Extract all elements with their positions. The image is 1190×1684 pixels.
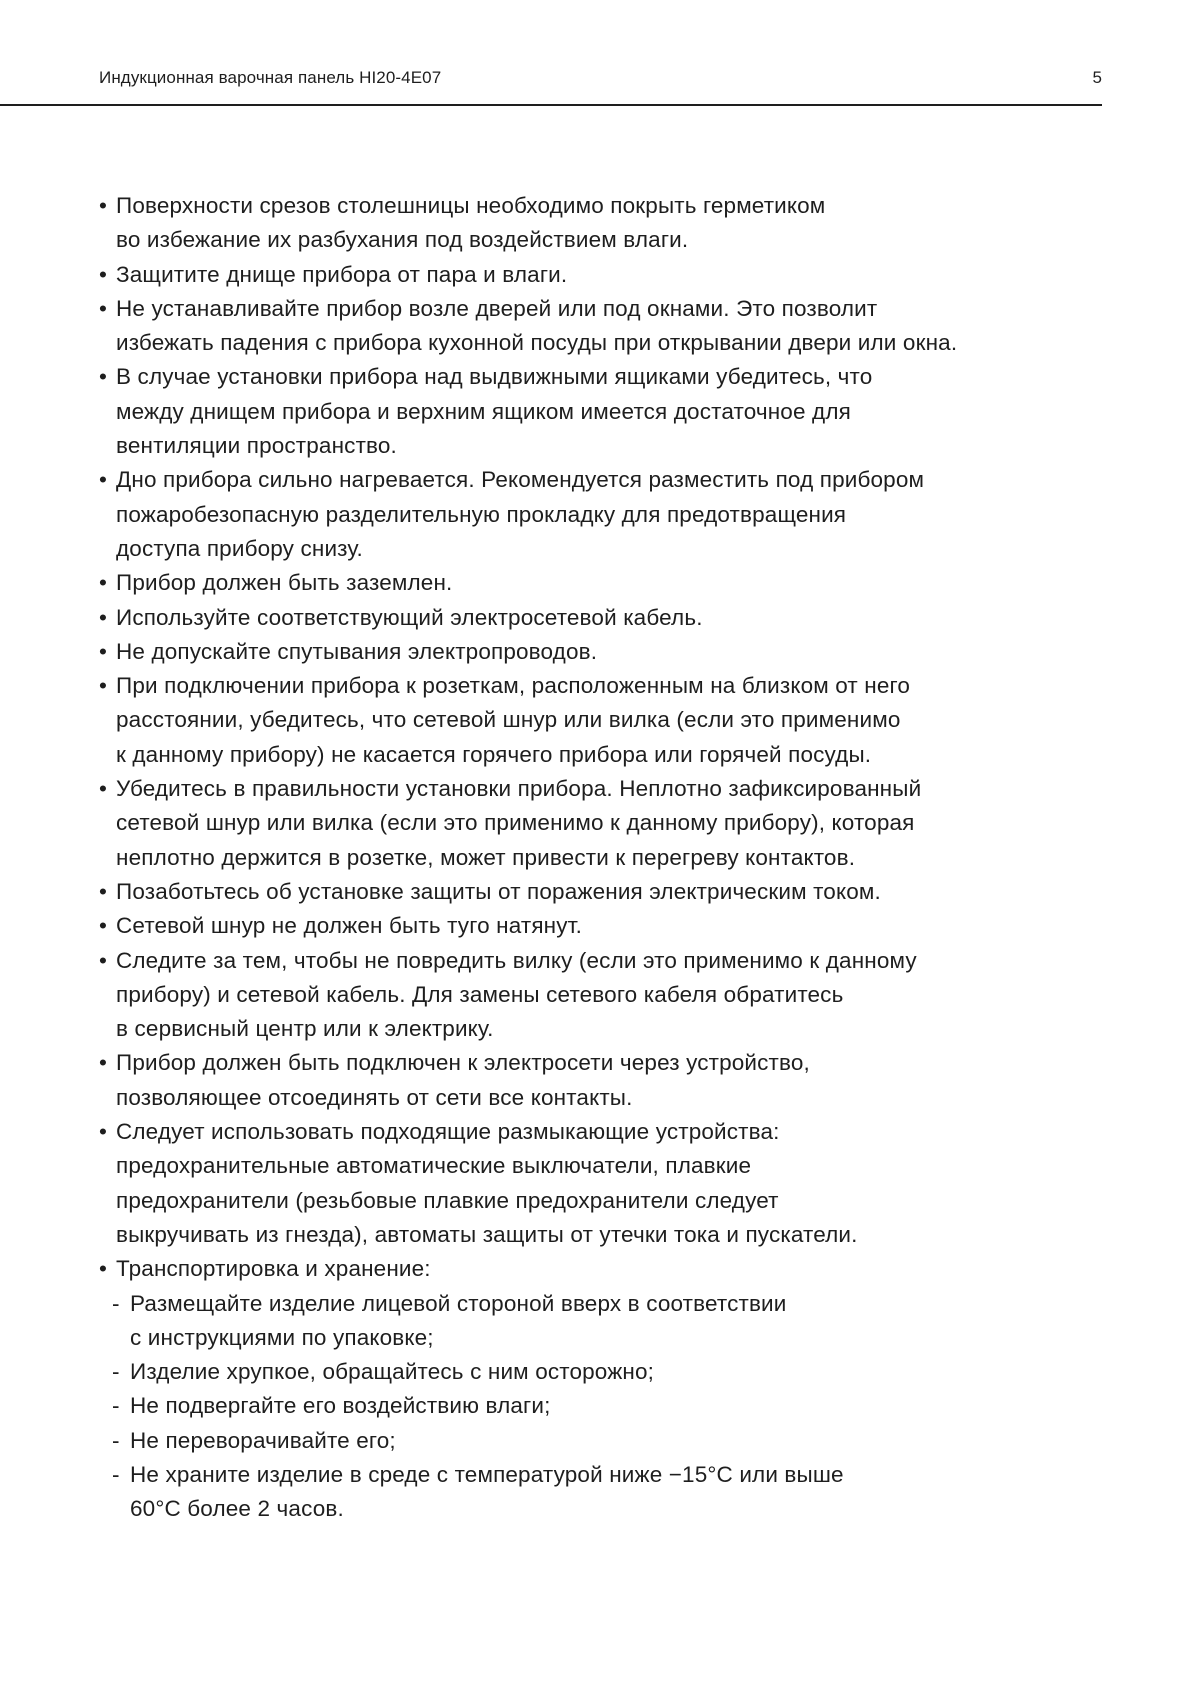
bullet-marker: •	[99, 1050, 108, 1076]
bullet-marker: •	[99, 364, 108, 390]
list-item	[99, 258, 1059, 292]
list-item	[99, 875, 1059, 909]
list-item-line: Не устанавливайте прибор возле дверей или под окнами. Это позволит	[116, 295, 878, 321]
list-item-line: Позаботьтесь об установке защиты от поражения электрическим током.	[116, 878, 881, 904]
sub-list-item	[99, 1424, 1059, 1458]
list-item-line: позволяющее отсоединять от сети все контакты.	[116, 1084, 633, 1110]
list-item-line: Сетевой шнур не должен быть туго натянут.	[116, 913, 583, 939]
list-item-line: предохранители (резьбовые плавкие предохранители следует	[116, 1187, 779, 1213]
header-divider	[0, 104, 1102, 106]
list-item-line: избежать падения с прибора кухонной посуды при открывании двери или окна.	[116, 330, 958, 356]
list-item-line: Защитите днище прибора от пара и влаги.	[116, 261, 568, 287]
list-item-line: с инструкциями по упаковке;	[130, 1324, 434, 1350]
dash-marker: -	[112, 1393, 120, 1419]
bullet-marker: •	[99, 947, 108, 973]
list-item-line: прибору) и сетевой кабель. Для замены сетевого кабеля обратитесь	[116, 981, 844, 1007]
list-item	[99, 601, 1059, 635]
bullet-marker: •	[99, 570, 108, 596]
dash-marker: -	[112, 1427, 120, 1453]
sub-list-item	[99, 1355, 1059, 1389]
list-item-line: Следует использовать подходящие размыкающие устройства:	[116, 1119, 780, 1145]
page-number: 5	[1092, 68, 1102, 87]
list-item-line: вентиляции пространство.	[116, 433, 397, 459]
sub-list-item	[99, 1458, 1059, 1527]
list-item-line: расстоянии, убедитесь, что сетевой шнур или вилка (если это применимо	[116, 707, 901, 733]
list-item-line: предохранительные автоматические выключатели, плавкие	[116, 1153, 752, 1179]
bullet-marker: •	[99, 295, 108, 321]
list-item	[99, 463, 1059, 566]
list-item-line: сетевой шнур или вилка (если это применимо к данному прибору), которая	[116, 810, 915, 836]
storage-sub-list	[99, 1287, 1059, 1527]
list-item-line: между днищем прибора и верхним ящиком имеется достаточное для	[116, 398, 851, 424]
dash-marker: -	[112, 1290, 120, 1316]
bullet-marker: •	[99, 193, 108, 218]
bullet-marker: •	[99, 1256, 108, 1282]
list-item	[99, 1252, 1059, 1286]
list-item	[99, 292, 1059, 361]
bullet-marker: •	[99, 1119, 108, 1145]
document-title: Индукционная варочная панель HI20-4E07	[99, 68, 442, 87]
list-item	[99, 566, 1059, 600]
bullet-marker: •	[99, 261, 108, 287]
list-item-line: доступа прибору снизу.	[116, 535, 363, 561]
list-item-line: пожаробезопасную разделительную прокладку для предотвращения	[116, 501, 847, 527]
list-item	[99, 909, 1059, 943]
list-item-line: Следите за тем, чтобы не повредить вилку (если это применимо к данному	[116, 947, 917, 973]
list-item-line: в сервисный центр или к электрику.	[116, 1016, 494, 1042]
sub-list-item	[99, 1287, 1059, 1356]
list-item-line: В случае установки прибора над выдвижными ящиками убедитесь, что	[116, 364, 873, 390]
list-item-line: Убедитесь в правильности установки прибора. Неплотно зафиксированный	[116, 776, 922, 802]
bullet-marker: •	[99, 913, 108, 939]
list-item-line: к данному прибору) не касается горячего прибора или горячей посуды.	[116, 741, 872, 767]
list-item	[99, 189, 1059, 258]
list-item-line: Не переворачивайте его;	[130, 1427, 396, 1453]
bullet-marker: •	[99, 673, 108, 699]
list-item-line: 60°C более 2 часов.	[130, 1496, 344, 1522]
safety-instructions-list	[99, 189, 1059, 1527]
bullet-marker: •	[99, 776, 108, 802]
list-item-line: Размещайте изделие лицевой стороной вверх в соответствии	[130, 1290, 787, 1316]
bullet-marker: •	[99, 604, 108, 630]
list-item-line: неплотно держится в розетке, может привести к перегреву контактов.	[116, 844, 856, 870]
list-item	[99, 772, 1059, 875]
dash-marker: -	[112, 1359, 120, 1385]
bullet-marker: •	[99, 878, 108, 904]
list-item-line: Изделие хрупкое, обращайтесь с ним осторожно;	[130, 1359, 655, 1385]
list-item-line: Прибор должен быть заземлен.	[116, 570, 453, 596]
list-item-line: Не допускайте спутывания электропроводов.	[116, 638, 598, 664]
list-item-line: Транспортировка и хранение:	[116, 1256, 431, 1282]
list-item-line: Поверхности срезов столешницы необходимо покрыть герметиком	[116, 193, 826, 218]
list-item	[99, 635, 1059, 669]
bullet-list	[99, 189, 1059, 1287]
sub-list-item	[99, 1389, 1059, 1423]
list-item-line: Не храните изделие в среде с температурой ниже −15°C или выше	[130, 1461, 844, 1487]
list-item-line: Прибор должен быть подключен к электросети через устройство,	[116, 1050, 810, 1076]
list-item	[99, 360, 1059, 463]
list-item	[99, 1115, 1059, 1252]
list-item	[99, 669, 1059, 772]
list-item-line: выкручивать из гнезда), автоматы защиты от утечки тока и пускатели.	[116, 1221, 858, 1247]
page-header	[0, 0, 1190, 106]
list-item	[99, 944, 1059, 1047]
list-item-line: Не подвергайте его воздействию влаги;	[130, 1393, 551, 1419]
list-item-line: При подключении прибора к розеткам, расположенным на близком от него	[116, 673, 911, 699]
dash-marker: -	[112, 1461, 120, 1487]
list-item-line: Дно прибора сильно нагревается. Рекомендуется разместить под прибором	[116, 467, 925, 493]
bullet-marker: •	[99, 638, 108, 664]
list-item-line: во избежание их разбухания под воздействием влаги.	[116, 227, 689, 253]
list-item-line: Используйте соответствующий электросетевой кабель.	[116, 604, 703, 630]
list-item	[99, 1046, 1059, 1115]
bullet-marker: •	[99, 467, 108, 493]
